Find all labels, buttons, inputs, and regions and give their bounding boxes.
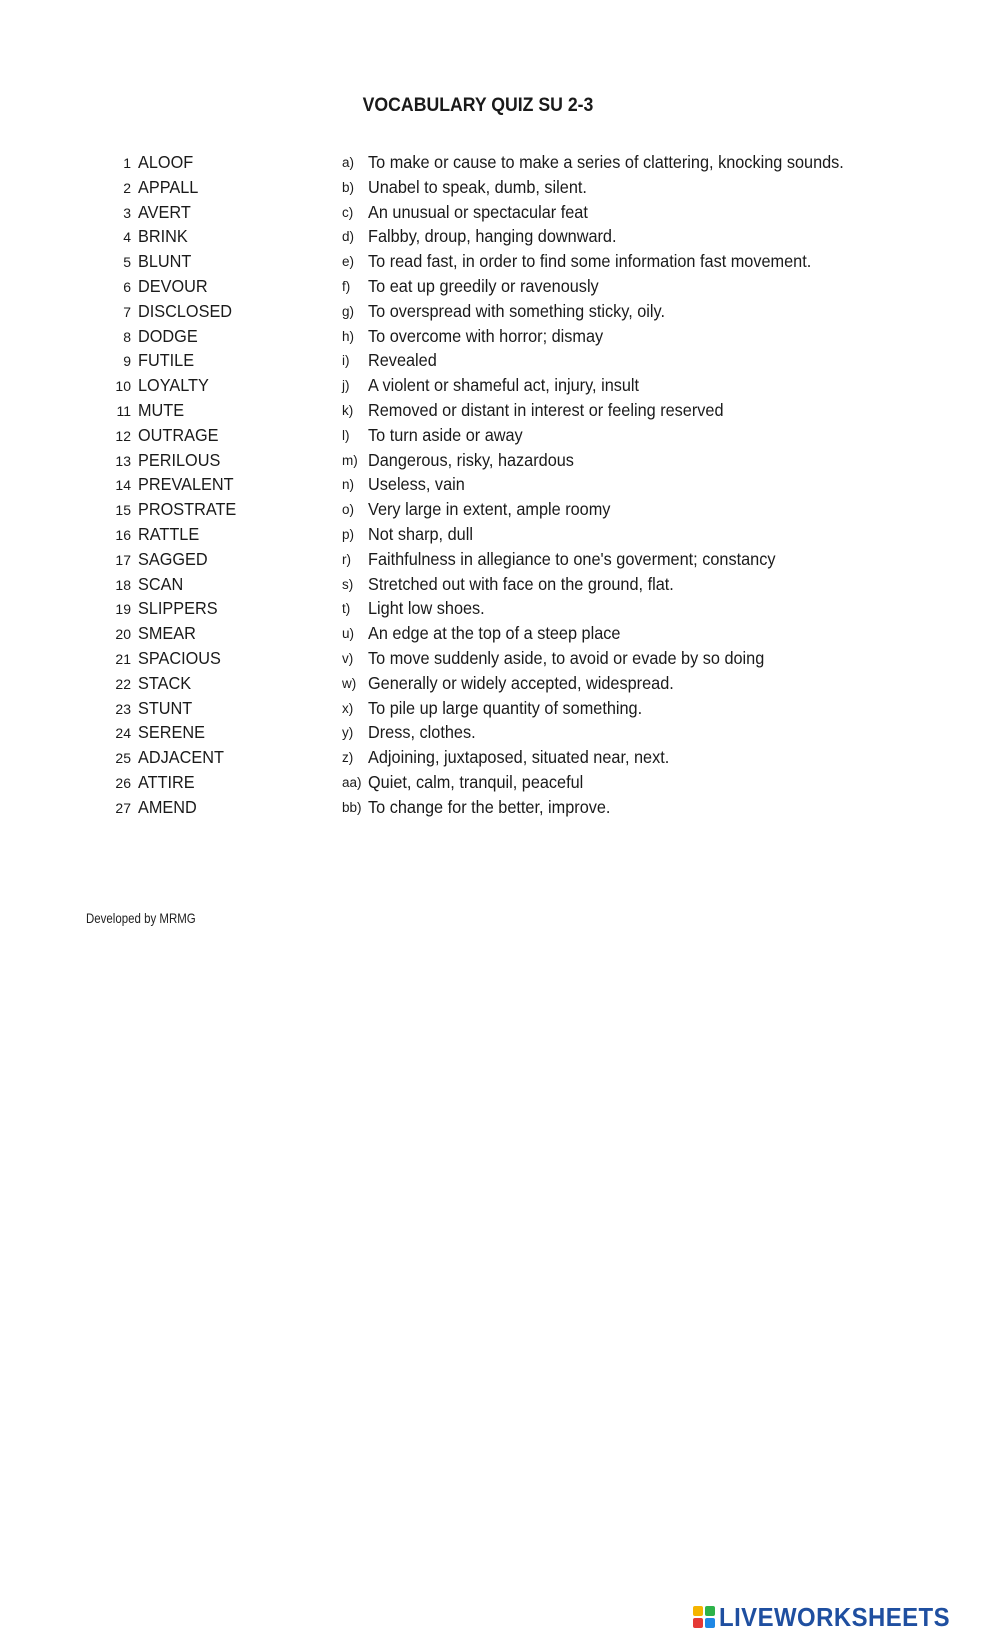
vocab-word: STACK bbox=[138, 672, 192, 693]
item-number: 11 bbox=[116, 402, 131, 419]
definition-text: An edge at the top of a steep place bbox=[368, 623, 621, 644]
page-title: VOCABULARY QUIZ SU 2-3 bbox=[362, 95, 594, 116]
item-number: 13 bbox=[115, 452, 131, 469]
definition-letter: b) bbox=[342, 179, 355, 195]
definition-letter: v) bbox=[342, 650, 354, 666]
definition-text: Revealed bbox=[368, 350, 437, 371]
definition-letter: n) bbox=[342, 477, 355, 493]
item-number: 7 bbox=[123, 303, 131, 320]
vocab-word: AMEND bbox=[138, 796, 197, 817]
definition-text: To make or cause to make a series of clattering, knocking sounds. bbox=[368, 152, 844, 172]
definition-text: To overspread with something sticky, oily. bbox=[368, 300, 665, 321]
vocab-word: APPALL bbox=[138, 176, 199, 197]
quiz-row bbox=[0, 176, 1000, 201]
quiz-row bbox=[0, 399, 1000, 424]
item-number: 9 bbox=[123, 353, 131, 370]
definition-text: Quiet, calm, tranquil, peaceful bbox=[368, 771, 584, 792]
quiz-row bbox=[0, 573, 1000, 598]
definition-letter: e) bbox=[342, 254, 355, 270]
quiz-row bbox=[0, 374, 1000, 399]
definition-text: Dangerous, risky, hazardous bbox=[368, 449, 574, 470]
definition-letter: r) bbox=[342, 551, 351, 567]
vocab-word: SPACIOUS bbox=[138, 647, 221, 668]
definition-text: A violent or shameful act, injury, insult bbox=[368, 375, 640, 396]
quiz-row bbox=[0, 225, 1000, 250]
quiz-row bbox=[0, 622, 1000, 647]
definition-letter: o) bbox=[342, 502, 355, 518]
vocab-word: FUTILE bbox=[138, 350, 195, 371]
definition-text: Stretched out with face on the ground, flat. bbox=[368, 573, 674, 594]
vocab-word: BLUNT bbox=[138, 251, 192, 272]
definition-letter: bb) bbox=[342, 799, 362, 815]
definition-text: Faithfulness in allegiance to one's goverment; constancy bbox=[368, 548, 776, 569]
logo-text: LIVEWORKSHEETS bbox=[719, 1601, 951, 1632]
quiz-row bbox=[0, 771, 1000, 796]
quiz-row bbox=[0, 325, 1000, 350]
vocab-word: PERILOUS bbox=[138, 449, 221, 470]
definition-text: An unusual or spectacular feat bbox=[368, 201, 588, 222]
item-number: 16 bbox=[115, 526, 131, 543]
vocab-word: OUTRAGE bbox=[138, 424, 219, 445]
quiz-row bbox=[0, 597, 1000, 622]
vocab-word: SAGGED bbox=[138, 548, 208, 569]
definition-letter: k) bbox=[342, 402, 354, 418]
definition-letter: aa) bbox=[342, 774, 362, 790]
item-number: 6 bbox=[123, 278, 131, 295]
definition-letter: f) bbox=[342, 278, 351, 294]
item-number: 17 bbox=[115, 551, 131, 568]
definition-letter: u) bbox=[342, 626, 355, 642]
vocab-word: STUNT bbox=[138, 697, 193, 718]
quiz-row bbox=[0, 275, 1000, 300]
quiz-row bbox=[0, 424, 1000, 449]
quiz-row bbox=[0, 449, 1000, 474]
definition-text: Adjoining, juxtaposed, situated near, next. bbox=[368, 747, 670, 768]
vocab-word: PROSTRATE bbox=[138, 499, 237, 520]
quiz-row bbox=[0, 672, 1000, 697]
item-number: 8 bbox=[123, 328, 131, 345]
quiz-row bbox=[0, 796, 1000, 821]
quiz-row bbox=[0, 473, 1000, 498]
definition-letter: t) bbox=[342, 601, 351, 617]
definition-letter: y) bbox=[342, 725, 354, 741]
definition-letter: x) bbox=[342, 700, 354, 716]
item-number: 10 bbox=[115, 378, 131, 395]
definition-text: To move suddenly aside, to avoid or evade by so doing bbox=[368, 647, 765, 668]
definition-text: Light low shoes. bbox=[368, 598, 485, 619]
item-number: 25 bbox=[115, 750, 131, 767]
definition-text: Falbby, droup, hanging downward. bbox=[368, 226, 617, 247]
vocab-word: DEVOUR bbox=[138, 275, 208, 296]
item-number: 4 bbox=[123, 229, 131, 246]
definition-letter: c) bbox=[342, 204, 354, 220]
definition-text: Generally or widely accepted, widespread. bbox=[368, 672, 674, 693]
definition-text: To read fast, in order to find some information fast movement. bbox=[368, 251, 812, 272]
vocab-word: LOYALTY bbox=[138, 375, 209, 396]
item-number: 3 bbox=[123, 204, 131, 221]
item-number: 2 bbox=[123, 179, 131, 196]
developer-credit: Developed by MRMG bbox=[86, 910, 196, 926]
vocab-word: PREVALENT bbox=[138, 474, 234, 495]
definition-letter: l) bbox=[342, 427, 350, 443]
item-number: 23 bbox=[115, 700, 131, 717]
vocab-word: AVERT bbox=[138, 201, 191, 222]
item-number: 12 bbox=[115, 427, 131, 444]
definition-text: Unabel to speak, dumb, silent. bbox=[368, 176, 587, 197]
definition-text: Dress, clothes. bbox=[368, 722, 476, 743]
definition-letter: i) bbox=[342, 353, 350, 369]
item-number: 22 bbox=[115, 675, 131, 692]
vocab-word: BRINK bbox=[138, 226, 188, 247]
item-number: 1 bbox=[123, 155, 131, 171]
definition-text: Very large in extent, ample roomy bbox=[368, 499, 611, 520]
item-number: 26 bbox=[115, 774, 131, 791]
quiz-row bbox=[0, 746, 1000, 771]
item-number: 15 bbox=[115, 502, 131, 519]
vocab-word: ALOOF bbox=[138, 152, 194, 172]
vocab-word: SLIPPERS bbox=[138, 598, 218, 619]
quiz-row bbox=[0, 548, 1000, 573]
definition-letter: g) bbox=[342, 303, 355, 319]
definition-letter: m) bbox=[342, 452, 358, 468]
logo-icon bbox=[693, 1606, 715, 1628]
vocab-word: SCAN bbox=[138, 573, 184, 594]
vocab-word: ATTIRE bbox=[138, 771, 195, 792]
quiz-row bbox=[0, 201, 1000, 226]
item-number: 20 bbox=[115, 626, 131, 643]
definition-text: Useless, vain bbox=[368, 474, 465, 495]
definition-letter: s) bbox=[342, 576, 354, 592]
definition-text: Removed or distant in interest or feeling reserved bbox=[368, 399, 724, 420]
vocab-word: ADJACENT bbox=[138, 747, 224, 768]
definition-letter: p) bbox=[342, 526, 355, 542]
definition-text: To change for the better, improve. bbox=[368, 796, 611, 817]
quiz-row bbox=[0, 523, 1000, 548]
liveworksheets-logo bbox=[693, 1600, 970, 1634]
vocab-word: DISCLOSED bbox=[138, 300, 233, 321]
item-number: 19 bbox=[115, 601, 131, 618]
definition-letter: z) bbox=[342, 750, 354, 766]
item-number: 5 bbox=[123, 254, 131, 271]
vocab-word: RATTLE bbox=[138, 523, 200, 544]
definition-text: To turn aside or away bbox=[368, 424, 523, 445]
definition-letter: d) bbox=[342, 229, 355, 245]
item-number: 24 bbox=[115, 725, 131, 742]
item-number: 14 bbox=[115, 477, 131, 494]
quiz-row bbox=[0, 349, 1000, 374]
definition-letter: j) bbox=[342, 378, 350, 394]
vocab-word: DODGE bbox=[138, 325, 198, 346]
definition-letter: a) bbox=[342, 155, 355, 170]
quiz-row bbox=[0, 721, 1000, 746]
quiz-row bbox=[0, 697, 1000, 722]
vocab-word: SMEAR bbox=[138, 623, 196, 644]
quiz-row bbox=[0, 151, 1000, 176]
item-number: 27 bbox=[115, 799, 131, 816]
item-number: 18 bbox=[115, 576, 131, 593]
quiz-row bbox=[0, 498, 1000, 523]
definition-text: To eat up greedily or ravenously bbox=[368, 275, 599, 296]
definition-text: To overcome with horror; dismay bbox=[368, 325, 604, 346]
definition-text: Not sharp, dull bbox=[368, 523, 473, 544]
item-number: 21 bbox=[115, 650, 131, 667]
vocab-word: MUTE bbox=[138, 399, 185, 420]
quiz-row bbox=[0, 300, 1000, 325]
quiz-row bbox=[0, 647, 1000, 672]
definition-letter: w) bbox=[342, 675, 357, 691]
quiz-row bbox=[0, 250, 1000, 275]
definition-letter: h) bbox=[342, 328, 355, 344]
definition-text: To pile up large quantity of something. bbox=[368, 697, 643, 718]
quiz-list bbox=[0, 151, 1000, 821]
vocab-word: SERENE bbox=[138, 722, 205, 743]
